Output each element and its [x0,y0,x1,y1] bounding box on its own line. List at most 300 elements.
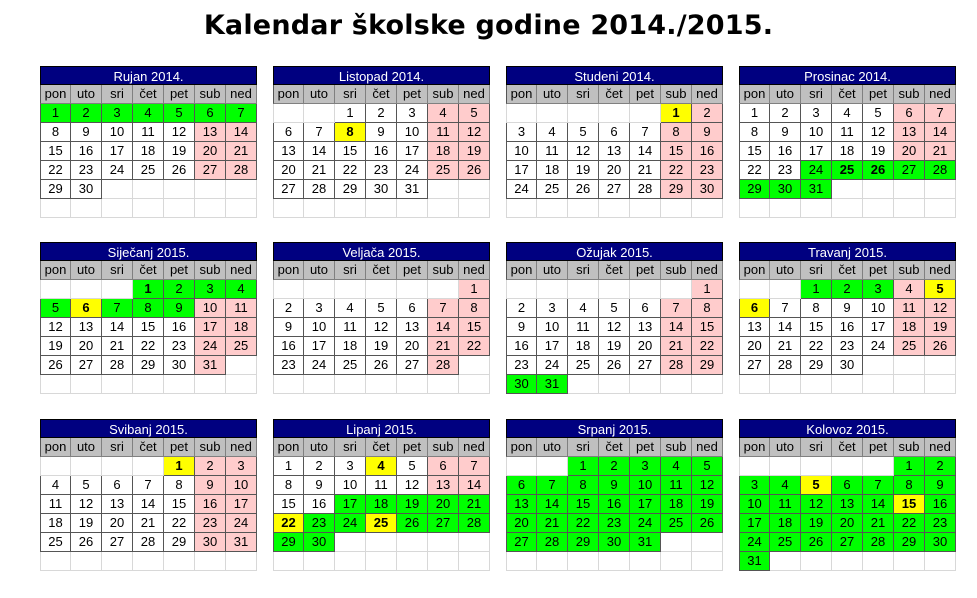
day-cell: 23 [506,356,537,375]
empty-cell [537,457,568,476]
weekday-header: pon [739,438,770,457]
weekday-header: pon [506,261,537,280]
day-cell: 26 [40,356,71,375]
day-cell: 2 [195,457,226,476]
weekday-header: sri [568,85,599,104]
day-cell: 13 [832,495,863,514]
day-cell: 18 [133,142,164,161]
day-cell: 17 [335,495,366,514]
day-cell: 30 [599,533,630,552]
day-cell: 7 [661,299,692,318]
day-cell: 24 [630,514,661,533]
day-cell: 26 [925,337,956,356]
day-cell: 7 [770,299,801,318]
empty-cell [506,280,537,299]
empty-cell [428,280,459,299]
empty-cell [692,533,723,552]
weekday-header: čet [366,85,397,104]
empty-cell [770,552,801,571]
weekday-header: pon [40,85,71,104]
day-cell: 24 [863,337,894,356]
day-cell: 15 [692,318,723,337]
day-cell: 17 [506,161,537,180]
weekday-header: ned [459,261,490,280]
day-cell: 19 [801,514,832,533]
empty-cell [71,199,102,218]
day-cell: 19 [459,142,490,161]
weekday-header: ned [459,85,490,104]
empty-cell [164,552,195,571]
empty-cell [568,104,599,123]
day-cell: 13 [273,142,304,161]
empty-cell [599,552,630,571]
day-cell: 30 [164,356,195,375]
weekday-header: sub [195,261,226,280]
day-cell: 24 [397,161,428,180]
day-cell: 8 [40,123,71,142]
day-cell: 25 [335,356,366,375]
weekday-header: sub [428,438,459,457]
day-cell: 1 [801,280,832,299]
day-cell: 21 [133,514,164,533]
day-cell: 29 [335,180,366,199]
day-cell: 20 [195,142,226,161]
empty-cell [273,199,304,218]
day-cell: 22 [40,161,71,180]
day-cell: 22 [459,337,490,356]
day-cell: 16 [366,142,397,161]
day-cell: 16 [195,495,226,514]
day-cell: 13 [506,495,537,514]
day-cell: 12 [164,123,195,142]
empty-cell [832,199,863,218]
weekday-header: pet [863,85,894,104]
day-cell: 14 [304,142,335,161]
day-cell: 11 [133,123,164,142]
empty-cell [568,280,599,299]
weekday-header: sub [661,438,692,457]
day-cell: 10 [537,318,568,337]
day-cell: 2 [692,104,723,123]
day-cell: 4 [366,457,397,476]
day-cell: 2 [304,457,335,476]
day-cell: 21 [102,337,133,356]
weekday-header: ned [692,261,723,280]
empty-cell [863,457,894,476]
empty-cell [195,552,226,571]
day-cell: 6 [630,299,661,318]
empty-cell [801,199,832,218]
empty-cell [832,180,863,199]
empty-cell [428,533,459,552]
empty-cell [133,457,164,476]
weekday-header: ned [925,85,956,104]
day-cell: 20 [428,495,459,514]
day-cell: 15 [459,318,490,337]
day-cell: 17 [630,495,661,514]
day-cell: 29 [692,356,723,375]
weekday-header: uto [770,85,801,104]
day-cell: 14 [630,142,661,161]
day-cell: 28 [428,356,459,375]
empty-cell [599,280,630,299]
day-cell: 26 [366,356,397,375]
day-cell: 7 [133,476,164,495]
day-cell: 26 [863,161,894,180]
day-cell: 17 [801,142,832,161]
day-cell: 24 [195,337,226,356]
day-cell: 19 [366,337,397,356]
weekday-header: uto [537,438,568,457]
day-cell: 15 [661,142,692,161]
empty-cell [801,552,832,571]
empty-cell [335,533,366,552]
empty-cell [925,552,956,571]
day-cell: 14 [661,318,692,337]
day-cell: 9 [925,476,956,495]
day-cell: 12 [863,123,894,142]
day-cell: 16 [273,337,304,356]
day-cell: 2 [925,457,956,476]
day-cell: 1 [894,457,925,476]
empty-cell [428,180,459,199]
day-cell: 18 [894,318,925,337]
day-cell: 26 [599,356,630,375]
empty-cell [537,199,568,218]
empty-cell [273,552,304,571]
day-cell: 31 [195,356,226,375]
day-cell: 14 [459,476,490,495]
weekday-header: sub [428,261,459,280]
day-cell: 22 [739,161,770,180]
empty-cell [133,199,164,218]
day-cell: 23 [599,514,630,533]
empty-cell [304,199,335,218]
month-calendar [40,66,257,218]
empty-cell [366,375,397,394]
day-cell: 16 [832,318,863,337]
day-cell: 19 [40,337,71,356]
month-calendar [40,419,257,571]
day-cell: 13 [195,123,226,142]
day-cell: 27 [894,161,925,180]
empty-cell [568,199,599,218]
empty-cell [863,375,894,394]
day-cell: 8 [692,299,723,318]
day-cell: 1 [273,457,304,476]
empty-cell [537,104,568,123]
month-title: Travanj 2015. [739,242,956,261]
empty-cell [459,552,490,571]
day-cell: 28 [537,533,568,552]
day-cell: 27 [832,533,863,552]
empty-cell [863,356,894,375]
weekday-header: pet [397,85,428,104]
empty-cell [102,199,133,218]
day-cell: 9 [164,299,195,318]
month-calendar [739,242,956,394]
weekday-header: uto [537,261,568,280]
weekday-header: ned [692,438,723,457]
day-cell: 10 [226,476,257,495]
page-title: Kalendar školske godine 2014./2015. [203,10,774,41]
weekday-header: čet [832,438,863,457]
day-cell: 2 [832,280,863,299]
weekday-header: uto [71,85,102,104]
empty-cell [71,552,102,571]
weekday-header: ned [925,438,956,457]
day-cell: 12 [40,318,71,337]
empty-cell [428,375,459,394]
day-cell: 5 [40,299,71,318]
day-cell: 18 [661,495,692,514]
day-cell: 10 [506,142,537,161]
day-cell: 20 [273,161,304,180]
day-cell: 30 [506,375,537,394]
day-cell: 3 [226,457,257,476]
day-cell: 16 [599,495,630,514]
empty-cell [304,375,335,394]
day-cell: 21 [770,337,801,356]
day-cell: 20 [739,337,770,356]
empty-cell [133,552,164,571]
weekday-header: sri [801,85,832,104]
empty-cell [506,457,537,476]
day-cell: 28 [459,514,490,533]
month-title: Svibanj 2015. [40,419,257,438]
day-cell: 3 [102,104,133,123]
day-cell: 26 [568,180,599,199]
day-cell: 2 [366,104,397,123]
day-cell: 28 [925,161,956,180]
day-cell: 5 [692,457,723,476]
day-cell: 18 [568,337,599,356]
day-cell: 21 [428,337,459,356]
day-cell: 24 [801,161,832,180]
day-cell: 18 [40,514,71,533]
empty-cell [925,180,956,199]
month-grid [273,438,490,571]
day-cell: 9 [273,318,304,337]
month-grid [40,261,257,394]
day-cell: 18 [537,161,568,180]
day-cell: 26 [459,161,490,180]
month-calendar [273,242,490,394]
weekday-header: ned [925,261,956,280]
month-grid [40,438,257,571]
day-cell: 8 [894,476,925,495]
empty-cell [459,356,490,375]
day-cell: 21 [304,161,335,180]
empty-cell [366,280,397,299]
empty-cell [506,199,537,218]
day-cell: 16 [164,318,195,337]
weekday-header: sri [102,261,133,280]
empty-cell [739,457,770,476]
empty-cell [506,104,537,123]
empty-cell [801,375,832,394]
empty-cell [164,180,195,199]
weekday-header: čet [832,261,863,280]
weekday-header: sub [894,438,925,457]
day-cell: 1 [692,280,723,299]
empty-cell [894,199,925,218]
month-grid [506,85,723,218]
day-cell: 10 [335,476,366,495]
day-cell: 22 [133,337,164,356]
day-cell: 11 [366,476,397,495]
empty-cell [366,533,397,552]
empty-cell [537,552,568,571]
day-cell: 29 [894,533,925,552]
day-cell: 6 [506,476,537,495]
day-cell: 28 [304,180,335,199]
day-cell: 4 [133,104,164,123]
day-cell: 3 [739,476,770,495]
day-cell: 23 [164,337,195,356]
weekday-header: pet [863,438,894,457]
weekday-header: čet [832,85,863,104]
day-cell: 27 [195,161,226,180]
day-cell: 31 [801,180,832,199]
day-cell: 23 [832,337,863,356]
day-cell: 26 [692,514,723,533]
day-cell: 30 [304,533,335,552]
empty-cell [133,375,164,394]
weekday-header: uto [71,261,102,280]
day-cell: 17 [304,337,335,356]
day-cell: 3 [630,457,661,476]
empty-cell [226,199,257,218]
day-cell: 11 [832,123,863,142]
day-cell: 8 [273,476,304,495]
weekday-header: sub [661,85,692,104]
weekday-header: pet [164,85,195,104]
empty-cell [71,457,102,476]
day-cell: 18 [428,142,459,161]
day-cell: 23 [195,514,226,533]
day-cell: 4 [832,104,863,123]
empty-cell [397,280,428,299]
day-cell: 29 [568,533,599,552]
day-cell: 11 [770,495,801,514]
empty-cell [568,552,599,571]
day-cell: 28 [770,356,801,375]
empty-cell [459,375,490,394]
day-cell: 3 [537,299,568,318]
weekday-header: ned [226,438,257,457]
empty-cell [832,552,863,571]
day-cell: 4 [568,299,599,318]
day-cell: 7 [304,123,335,142]
day-cell: 5 [366,299,397,318]
day-cell: 24 [506,180,537,199]
empty-cell [661,533,692,552]
month-grid [273,85,490,218]
day-cell: 3 [304,299,335,318]
day-cell: 24 [537,356,568,375]
day-cell: 19 [599,337,630,356]
empty-cell [397,375,428,394]
day-cell: 29 [40,180,71,199]
day-cell: 4 [537,123,568,142]
day-cell: 10 [739,495,770,514]
day-cell: 6 [894,104,925,123]
day-cell: 22 [273,514,304,533]
day-cell: 15 [894,495,925,514]
month-grid [739,261,956,394]
day-cell: 1 [661,104,692,123]
day-cell: 1 [133,280,164,299]
day-cell: 18 [335,337,366,356]
day-cell: 22 [568,514,599,533]
empty-cell [226,375,257,394]
day-cell: 2 [599,457,630,476]
day-cell: 2 [506,299,537,318]
day-cell: 1 [459,280,490,299]
weekday-header: sub [894,85,925,104]
empty-cell [273,375,304,394]
weekday-header: čet [599,85,630,104]
day-cell: 23 [925,514,956,533]
weekday-header: uto [71,438,102,457]
day-cell: 10 [801,123,832,142]
empty-cell [925,375,956,394]
day-cell: 11 [537,142,568,161]
day-cell: 16 [506,337,537,356]
empty-cell [692,199,723,218]
day-cell: 4 [335,299,366,318]
day-cell: 3 [801,104,832,123]
empty-cell [863,552,894,571]
day-cell: 14 [770,318,801,337]
day-cell: 11 [226,299,257,318]
day-cell: 12 [599,318,630,337]
month-grid [739,438,956,571]
empty-cell [630,280,661,299]
month-title: Prosinac 2014. [739,66,956,85]
month-calendar [273,419,490,571]
day-cell: 27 [506,533,537,552]
weekday-header: pet [164,261,195,280]
day-cell: 13 [71,318,102,337]
month-title: Siječanj 2015. [40,242,257,261]
empty-cell [335,199,366,218]
day-cell: 31 [630,533,661,552]
weekday-header: uto [770,438,801,457]
weekday-header: pet [164,438,195,457]
day-cell: 20 [102,514,133,533]
weekday-header: sub [428,85,459,104]
day-cell: 9 [832,299,863,318]
empty-cell [102,180,133,199]
empty-cell [102,375,133,394]
empty-cell [770,280,801,299]
empty-cell [599,199,630,218]
day-cell: 29 [273,533,304,552]
day-cell: 1 [40,104,71,123]
day-cell: 25 [832,161,863,180]
day-cell: 25 [770,533,801,552]
empty-cell [226,180,257,199]
weekday-header: uto [537,85,568,104]
day-cell: 15 [273,495,304,514]
empty-cell [71,280,102,299]
day-cell: 27 [599,180,630,199]
weekday-header: pon [506,85,537,104]
empty-cell [739,280,770,299]
empty-cell [71,375,102,394]
